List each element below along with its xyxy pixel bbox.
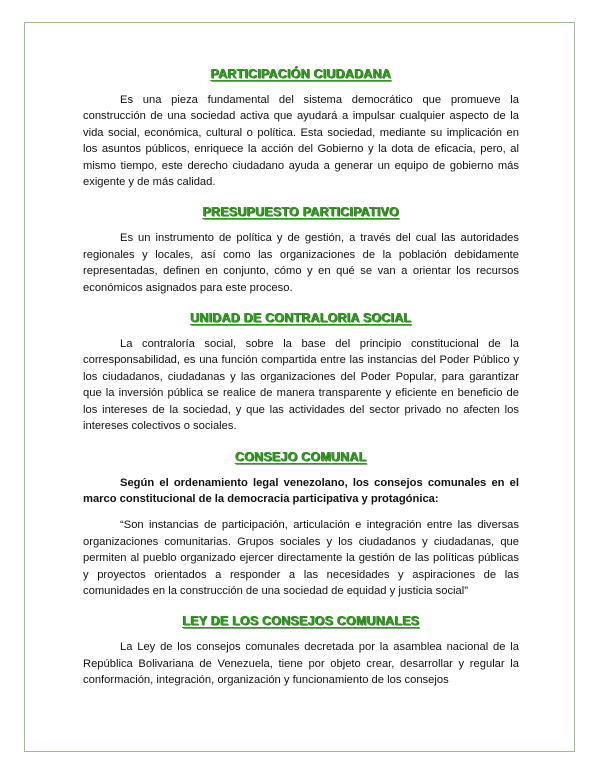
paragraph-participacion-ciudadana: Es una pieza fundamental del sistema democrático que promueve la construcción de una sociedad activa que ayudará a impulsar cualquier aspecto de la vida social, económica, cultural o política. Esta sociedad, mediante su implicación en los asuntos públicos, enriquece la acción del Gobierno y la dota de eficacia, pero, al mismo tiempo, este derecho ciudadano ayuda a generar un equipo de gobierno más exigente y de más calidad. [83,94,519,189]
heading-presupuesto-participativo: PRESUPUESTO PARTICIPATIVO [202,205,400,220]
paragraph-presupuesto-participativo: Es un instrumento de política y de gestión, a través del cual las autoridades regionales y locales, así como las organizaciones de la población debidamente representadas, definen en conjunto, cómo y en qué se van a orientar los recursos económicos asignados para este proceso. [83,232,519,294]
document-body [83,66,519,689]
paragraph-consejo-comunal-intro: Según el ordenamiento legal venezolano, los consejos comunales en el marco constitucional de la democracia participativa y protagónica: [83,476,519,505]
heading-consejo-comunal: CONSEJO COMUNAL [235,449,367,464]
heading-contraloria-social: UNIDAD DE CONTRALORIA SOCIAL [190,311,412,326]
paragraph-consejo-comunal-quote: “Son instancias de participación, articulación e integración entre las diversas organizaciones comunitarias. Grupos sociales y los ciudadanos y ciudadanas, que permiten al pueblo organizado ejercer directamente la gestión de las políticas públicas y proyectos orientados a responder a las necesidades y aspiraciones de las comunidades en la construcción de una sociedad de equidad y justicia social” [83,519,519,597]
paragraph-contraloria-social: La contraloría social, sobre la base del principio constitucional de la corresponsabilidad, es una función compartida entre las instancias del Poder Público y los ciudadanos, ciudadanas y las organizaciones del Poder Popular, para garantizar que la inversión pública se realice de manera transparente y eficiente en beneficio de los intereses de la sociedad, y que las actividades del sector privado no afecten los intereses colectivos o sociales. [83,338,519,433]
paragraph-ley-consejos-comunales: La Ley de los consejos comunales decretada por la asamblea nacional de la República Bolivariana de Venezuela, tiene por objeto crear, desarrollar y regular la conformación, integración, organización y funcionamiento de los consejos [83,641,519,687]
heading-ley-consejos-comunales: LEY DE LOS CONSEJOS COMUNALES [182,614,420,629]
heading-participacion-ciudadana: PARTICIPACIÓN CIUDADANA [210,67,392,81]
